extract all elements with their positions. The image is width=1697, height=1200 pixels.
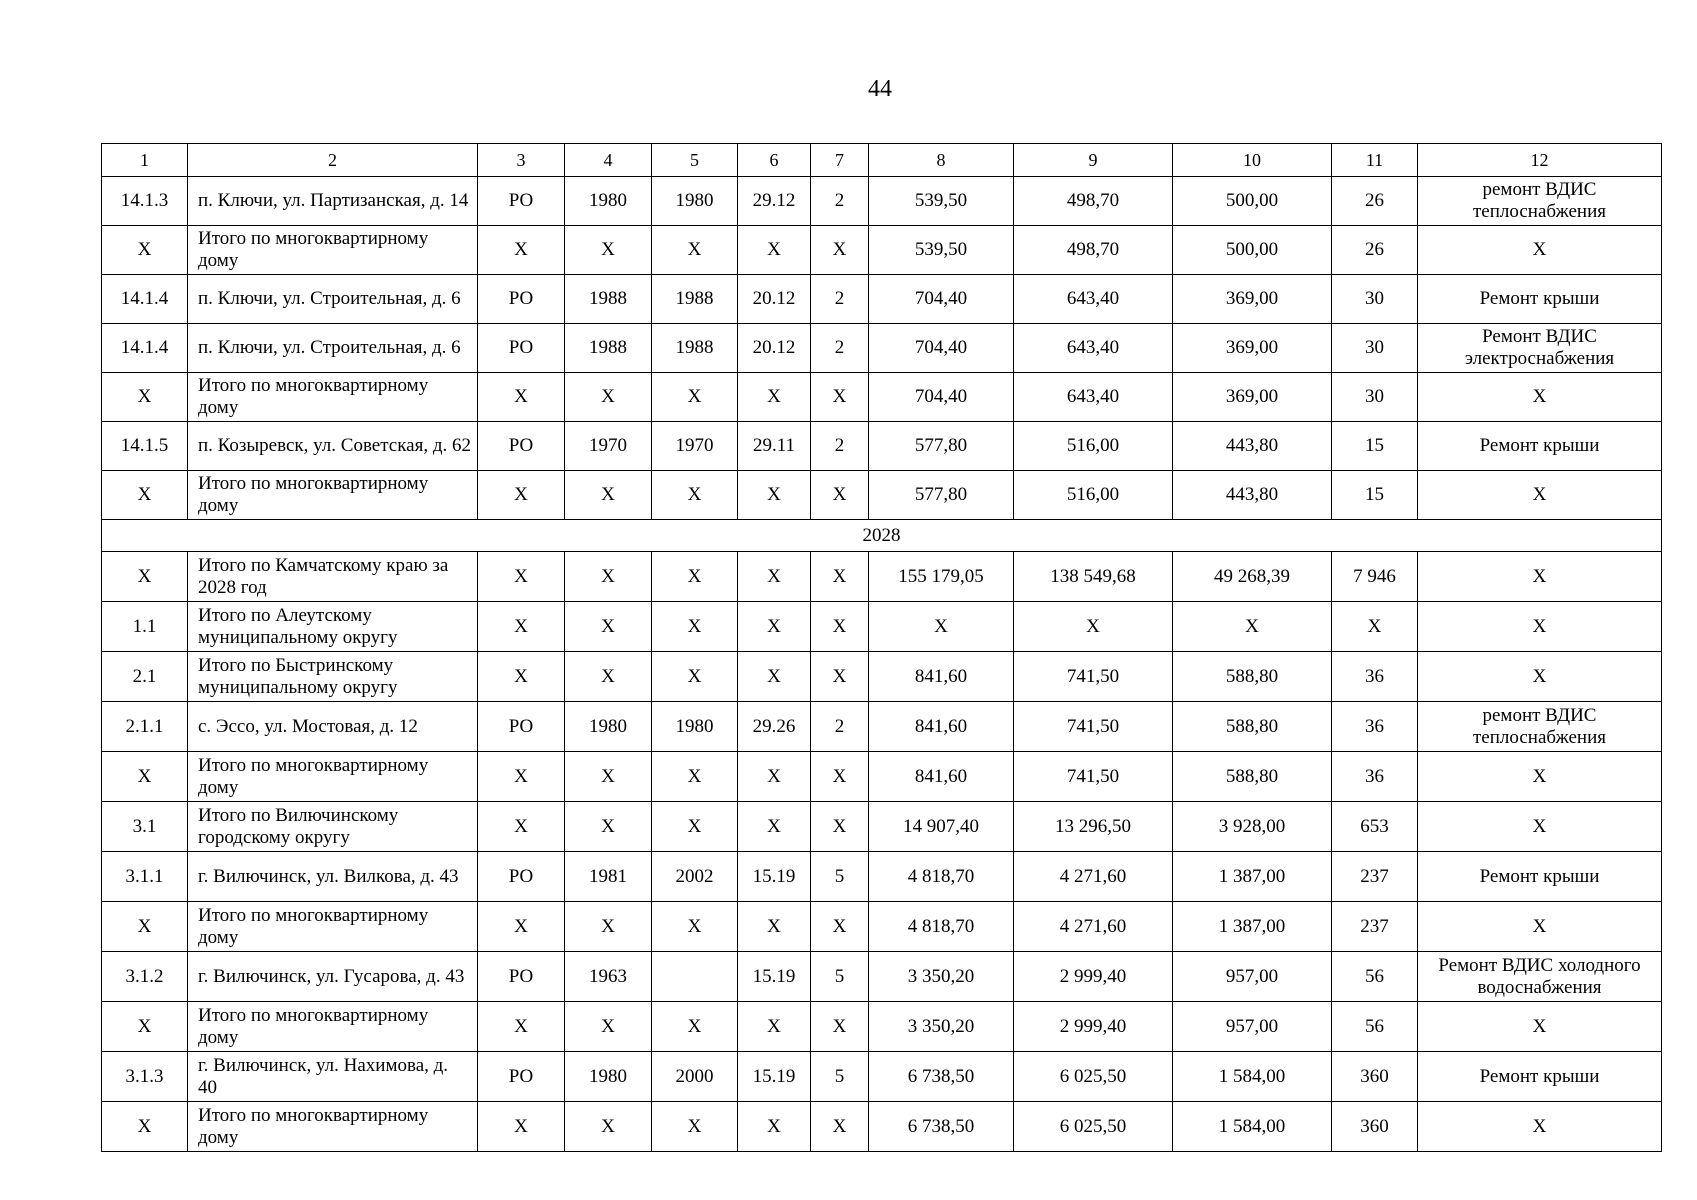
table-cell: 498,70 xyxy=(1014,177,1173,226)
table-cell: РО xyxy=(478,952,565,1002)
table-cell: 6 025,50 xyxy=(1014,1102,1173,1152)
table-cell: 2.1.1 xyxy=(102,702,188,752)
table-cell: Х xyxy=(565,652,652,702)
table-cell: 1980 xyxy=(652,702,738,752)
table-cell: Итого по Быстринскому муниципальному округу xyxy=(188,652,478,702)
table-cell: 957,00 xyxy=(1173,952,1332,1002)
table-cell: 26 xyxy=(1332,177,1418,226)
table-cell: 2 xyxy=(811,422,869,471)
table-cell: РО xyxy=(478,702,565,752)
table-cell: 653 xyxy=(1332,802,1418,852)
table-cell: 360 xyxy=(1332,1102,1418,1152)
table-cell: Х xyxy=(102,226,188,275)
table-cell: п. Козыревск, ул. Советская, д. 62 xyxy=(188,422,478,471)
table-cell: Х xyxy=(478,802,565,852)
table-cell: Х xyxy=(102,752,188,802)
table-cell: 237 xyxy=(1332,852,1418,902)
table-row xyxy=(102,902,1662,952)
table-cell: Х xyxy=(652,373,738,422)
table-cell: 741,50 xyxy=(1014,702,1173,752)
table-cell: 29.26 xyxy=(738,702,811,752)
table-cell: п. Ключи, ул. Строительная, д. 6 xyxy=(188,275,478,324)
table-cell: 56 xyxy=(1332,952,1418,1002)
table-cell: Ремонт крыши xyxy=(1418,422,1662,471)
table-cell: Х xyxy=(811,471,869,520)
table-cell: 4 271,60 xyxy=(1014,852,1173,902)
column-header: 2 xyxy=(188,144,478,177)
table-cell: 2002 xyxy=(652,852,738,902)
table-row xyxy=(102,602,1662,652)
table-cell: 643,40 xyxy=(1014,324,1173,373)
table-cell: 3.1.3 xyxy=(102,1052,188,1102)
table-cell: 1980 xyxy=(565,177,652,226)
table-cell: Х xyxy=(1418,752,1662,802)
column-header: 9 xyxy=(1014,144,1173,177)
table-cell: 15.19 xyxy=(738,1052,811,1102)
table-cell: 841,60 xyxy=(869,752,1014,802)
table-cell: Х xyxy=(652,471,738,520)
table-cell: 1988 xyxy=(565,324,652,373)
table-cell: 13 296,50 xyxy=(1014,802,1173,852)
table-cell: 30 xyxy=(1332,373,1418,422)
table-cell: 49 268,39 xyxy=(1173,552,1332,602)
table-cell: 2.1 xyxy=(102,652,188,702)
table-cell: Итого по многоквартирному дому xyxy=(188,373,478,422)
table-cell: с. Эссо, ул. Мостовая, д. 12 xyxy=(188,702,478,752)
table-cell: Итого по многоквартирному дому xyxy=(188,752,478,802)
column-header: 11 xyxy=(1332,144,1418,177)
table-cell: Х xyxy=(652,652,738,702)
table-cell: 643,40 xyxy=(1014,275,1173,324)
table-cell: Х xyxy=(1418,802,1662,852)
table-cell: Х xyxy=(811,802,869,852)
table-cell: 2 999,40 xyxy=(1014,952,1173,1002)
table-cell: Х xyxy=(811,602,869,652)
column-number-row xyxy=(102,144,1662,177)
table-cell: Х xyxy=(1418,226,1662,275)
table-row xyxy=(102,802,1662,852)
table-cell: Ремонт крыши xyxy=(1418,275,1662,324)
table-cell: 704,40 xyxy=(869,324,1014,373)
table-cell: 14.1.5 xyxy=(102,422,188,471)
table-cell: 577,80 xyxy=(869,471,1014,520)
table-cell: 1 584,00 xyxy=(1173,1102,1332,1152)
table-cell: Итого по многоквартирному дому xyxy=(188,1102,478,1152)
table-cell: 704,40 xyxy=(869,373,1014,422)
table-cell: Х xyxy=(1418,1002,1662,1052)
table-cell: 588,80 xyxy=(1173,752,1332,802)
table-cell: 6 025,50 xyxy=(1014,1052,1173,1102)
table-cell: Х xyxy=(652,802,738,852)
table-cell: 1981 xyxy=(565,852,652,902)
table-cell: 29.12 xyxy=(738,177,811,226)
table-cell: Х xyxy=(1418,602,1662,652)
table-cell: Х xyxy=(478,1102,565,1152)
table-cell: Х xyxy=(811,652,869,702)
table-cell: Х xyxy=(738,552,811,602)
table-cell: Х xyxy=(738,752,811,802)
table-cell: Х xyxy=(738,471,811,520)
column-header: 10 xyxy=(1173,144,1332,177)
column-header: 4 xyxy=(565,144,652,177)
table-cell: п. Ключи, ул. Партизанская, д. 14 xyxy=(188,177,478,226)
table-cell: Х xyxy=(811,1002,869,1052)
table-cell: 1970 xyxy=(652,422,738,471)
table-cell: г. Вилючинск, ул. Вилкова, д. 43 xyxy=(188,852,478,902)
table-cell: 6 738,50 xyxy=(869,1102,1014,1152)
table-cell: Х xyxy=(565,1002,652,1052)
table-cell: 588,80 xyxy=(1173,652,1332,702)
table-cell: 7 946 xyxy=(1332,552,1418,602)
table-cell: 14.1.4 xyxy=(102,324,188,373)
column-header: 1 xyxy=(102,144,188,177)
table-cell: Х xyxy=(1418,1102,1662,1152)
table-row xyxy=(102,373,1662,422)
table-cell: 3.1 xyxy=(102,802,188,852)
column-header: 6 xyxy=(738,144,811,177)
table-cell: РО xyxy=(478,177,565,226)
table-cell: Х xyxy=(565,752,652,802)
repair-schedule-table xyxy=(101,143,1662,1152)
table-cell: Итого по многоквартирному дому xyxy=(188,226,478,275)
table-cell: 3 350,20 xyxy=(869,1002,1014,1052)
column-header: 3 xyxy=(478,144,565,177)
table-cell: Х xyxy=(738,1102,811,1152)
table-cell: ремонт ВДИС теплоснабжения xyxy=(1418,702,1662,752)
table-cell: 4 271,60 xyxy=(1014,902,1173,952)
table-cell: Итого по Вилючинскому городскому округу xyxy=(188,802,478,852)
table-cell: Х xyxy=(811,226,869,275)
table-cell: Х xyxy=(102,552,188,602)
table-row xyxy=(102,226,1662,275)
table-cell: 14.1.3 xyxy=(102,177,188,226)
table-cell: 138 549,68 xyxy=(1014,552,1173,602)
table-cell: 704,40 xyxy=(869,275,1014,324)
table-cell: Х xyxy=(565,226,652,275)
table-cell: Х xyxy=(1173,602,1332,652)
table-cell: РО xyxy=(478,324,565,373)
table-cell: Ремонт ВДИС холодного водоснабжения xyxy=(1418,952,1662,1002)
table-cell xyxy=(652,952,738,1002)
table-cell: Х xyxy=(869,602,1014,652)
table-cell: 1980 xyxy=(652,177,738,226)
table-cell: 1988 xyxy=(652,324,738,373)
table-cell: Х xyxy=(652,1102,738,1152)
table-cell: 26 xyxy=(1332,226,1418,275)
table-cell: Итого по Алеутскому муниципальному округу xyxy=(188,602,478,652)
table-cell: 4 818,70 xyxy=(869,852,1014,902)
table-cell: 1980 xyxy=(565,702,652,752)
table-cell: Х xyxy=(565,552,652,602)
table-cell: 1 387,00 xyxy=(1173,852,1332,902)
table-cell: Х xyxy=(652,602,738,652)
table-cell: 1988 xyxy=(565,275,652,324)
table-cell: 957,00 xyxy=(1173,1002,1332,1052)
table-cell: 498,70 xyxy=(1014,226,1173,275)
table-cell: 539,50 xyxy=(869,226,1014,275)
table-cell: Х xyxy=(478,602,565,652)
table-cell: Итого по многоквартирному дому xyxy=(188,471,478,520)
table-cell: 577,80 xyxy=(869,422,1014,471)
table-cell: Ремонт ВДИС электроснабжения xyxy=(1418,324,1662,373)
table-cell: 3.1.1 xyxy=(102,852,188,902)
table-cell: Х xyxy=(738,373,811,422)
table-cell: 741,50 xyxy=(1014,652,1173,702)
table-cell: Х xyxy=(1418,373,1662,422)
table-row xyxy=(102,702,1662,752)
table-cell: 56 xyxy=(1332,1002,1418,1052)
table-cell: Х xyxy=(102,471,188,520)
table-cell: Х xyxy=(565,602,652,652)
table-cell: Х xyxy=(738,902,811,952)
table-cell: 30 xyxy=(1332,275,1418,324)
column-header: 12 xyxy=(1418,144,1662,177)
table-cell: РО xyxy=(478,422,565,471)
table-cell: Х xyxy=(102,1102,188,1152)
table-cell: Х xyxy=(478,902,565,952)
table-cell: Х xyxy=(478,752,565,802)
table-cell: 15 xyxy=(1332,471,1418,520)
table-cell: 15 xyxy=(1332,422,1418,471)
table-cell: Х xyxy=(652,1002,738,1052)
table-cell: Х xyxy=(565,373,652,422)
table-cell: Х xyxy=(565,471,652,520)
table-cell: Х xyxy=(102,1002,188,1052)
table-cell: 2 xyxy=(811,177,869,226)
table-row xyxy=(102,552,1662,602)
table-cell: 539,50 xyxy=(869,177,1014,226)
table-cell: Х xyxy=(1418,652,1662,702)
table-cell: 741,50 xyxy=(1014,752,1173,802)
table-cell: Ремонт крыши xyxy=(1418,1052,1662,1102)
table-cell: Х xyxy=(478,1002,565,1052)
table-cell: Х xyxy=(811,1102,869,1152)
table-cell: 3 350,20 xyxy=(869,952,1014,1002)
table-cell: 36 xyxy=(1332,652,1418,702)
table-row xyxy=(102,1052,1662,1102)
table-cell: Х xyxy=(1014,602,1173,652)
table-cell: Х xyxy=(738,602,811,652)
table-cell: Х xyxy=(652,552,738,602)
table-cell: Х xyxy=(565,902,652,952)
table-cell: 1 387,00 xyxy=(1173,902,1332,952)
table-cell: Х xyxy=(811,552,869,602)
table-cell: 3.1.2 xyxy=(102,952,188,1002)
table-cell: 5 xyxy=(811,1052,869,1102)
table-row xyxy=(102,752,1662,802)
table-cell: Х xyxy=(811,902,869,952)
table-cell: 14 907,40 xyxy=(869,802,1014,852)
table-row xyxy=(102,852,1662,902)
table-cell: 5 xyxy=(811,852,869,902)
table-cell: Х xyxy=(565,802,652,852)
table-cell: 2 999,40 xyxy=(1014,1002,1173,1052)
table-cell: 841,60 xyxy=(869,652,1014,702)
table-cell: 643,40 xyxy=(1014,373,1173,422)
table-cell: 1963 xyxy=(565,952,652,1002)
table-cell: п. Ключи, ул. Строительная, д. 6 xyxy=(188,324,478,373)
table-cell: 443,80 xyxy=(1173,422,1332,471)
table-cell: ремонт ВДИС теплоснабжения xyxy=(1418,177,1662,226)
table-cell: 500,00 xyxy=(1173,177,1332,226)
column-header: 5 xyxy=(652,144,738,177)
table-cell: 369,00 xyxy=(1173,275,1332,324)
table-cell: 20.12 xyxy=(738,324,811,373)
table-cell: 3 928,00 xyxy=(1173,802,1332,852)
table-cell: Х xyxy=(1418,902,1662,952)
table-cell: Х xyxy=(738,1002,811,1052)
table-row xyxy=(102,177,1662,226)
table-cell: Х xyxy=(738,226,811,275)
table-cell: 1988 xyxy=(652,275,738,324)
table-row xyxy=(102,471,1662,520)
table-cell: Итого по Камчатскому краю за 2028 год xyxy=(188,552,478,602)
table-cell: 369,00 xyxy=(1173,373,1332,422)
year-label: 2028 xyxy=(102,520,1662,552)
table-cell: Х xyxy=(738,652,811,702)
table-row xyxy=(102,275,1662,324)
table-cell: Х xyxy=(478,373,565,422)
table-cell: 4 818,70 xyxy=(869,902,1014,952)
table-cell: 5 xyxy=(811,952,869,1002)
table-cell: 15.19 xyxy=(738,952,811,1002)
table-cell: 516,00 xyxy=(1014,422,1173,471)
table-cell: 1980 xyxy=(565,1052,652,1102)
table-cell: 1 584,00 xyxy=(1173,1052,1332,1102)
table-cell: Х xyxy=(811,373,869,422)
page-number: 44 xyxy=(868,76,892,102)
table-cell: 14.1.4 xyxy=(102,275,188,324)
table-cell: 2 xyxy=(811,702,869,752)
table-cell: Х xyxy=(478,552,565,602)
table-cell: РО xyxy=(478,1052,565,1102)
table-cell: РО xyxy=(478,275,565,324)
year-section-row xyxy=(102,520,1662,552)
table-cell: 6 738,50 xyxy=(869,1052,1014,1102)
table-cell: Итого по многоквартирному дому xyxy=(188,902,478,952)
table-cell: 36 xyxy=(1332,752,1418,802)
table-cell: г. Вилючинск, ул. Нахимова, д. 40 xyxy=(188,1052,478,1102)
column-header: 8 xyxy=(869,144,1014,177)
table-cell: 443,80 xyxy=(1173,471,1332,520)
table-cell: Х xyxy=(102,902,188,952)
table-cell: Итого по многоквартирному дому xyxy=(188,1002,478,1052)
table-cell: Х xyxy=(738,802,811,852)
table-cell: Х xyxy=(478,652,565,702)
table-cell: 1.1 xyxy=(102,602,188,652)
table-cell: Х xyxy=(102,373,188,422)
table-cell: Х xyxy=(811,752,869,802)
table-cell: 500,00 xyxy=(1173,226,1332,275)
table-cell: Х xyxy=(652,752,738,802)
table-cell: 588,80 xyxy=(1173,702,1332,752)
table-cell: 155 179,05 xyxy=(869,552,1014,602)
table-cell: 30 xyxy=(1332,324,1418,373)
table-cell: Х xyxy=(652,226,738,275)
table-cell: 360 xyxy=(1332,1052,1418,1102)
table-cell: Ремонт крыши xyxy=(1418,852,1662,902)
table-row xyxy=(102,952,1662,1002)
table-cell: Х xyxy=(652,902,738,952)
table-row xyxy=(102,652,1662,702)
table-cell: 369,00 xyxy=(1173,324,1332,373)
table-cell: 36 xyxy=(1332,702,1418,752)
table-cell: Х xyxy=(478,226,565,275)
table-cell: РО xyxy=(478,852,565,902)
table-cell: 2 xyxy=(811,324,869,373)
table-cell: г. Вилючинск, ул. Гусарова, д. 43 xyxy=(188,952,478,1002)
table-cell: 841,60 xyxy=(869,702,1014,752)
table-row xyxy=(102,324,1662,373)
table-cell: Х xyxy=(1332,602,1418,652)
table-cell: 2 xyxy=(811,275,869,324)
table-cell: Х xyxy=(565,1102,652,1152)
table-row xyxy=(102,1002,1662,1052)
table-cell: Х xyxy=(478,471,565,520)
table-row xyxy=(102,422,1662,471)
table-cell: 516,00 xyxy=(1014,471,1173,520)
table-cell: Х xyxy=(1418,552,1662,602)
table-cell: 20.12 xyxy=(738,275,811,324)
table-cell: Х xyxy=(1418,471,1662,520)
table-cell: 29.11 xyxy=(738,422,811,471)
column-header: 7 xyxy=(811,144,869,177)
table-cell: 237 xyxy=(1332,902,1418,952)
table-cell: 1970 xyxy=(565,422,652,471)
table-cell: 2000 xyxy=(652,1052,738,1102)
table-row xyxy=(102,1102,1662,1152)
table-cell: 15.19 xyxy=(738,852,811,902)
